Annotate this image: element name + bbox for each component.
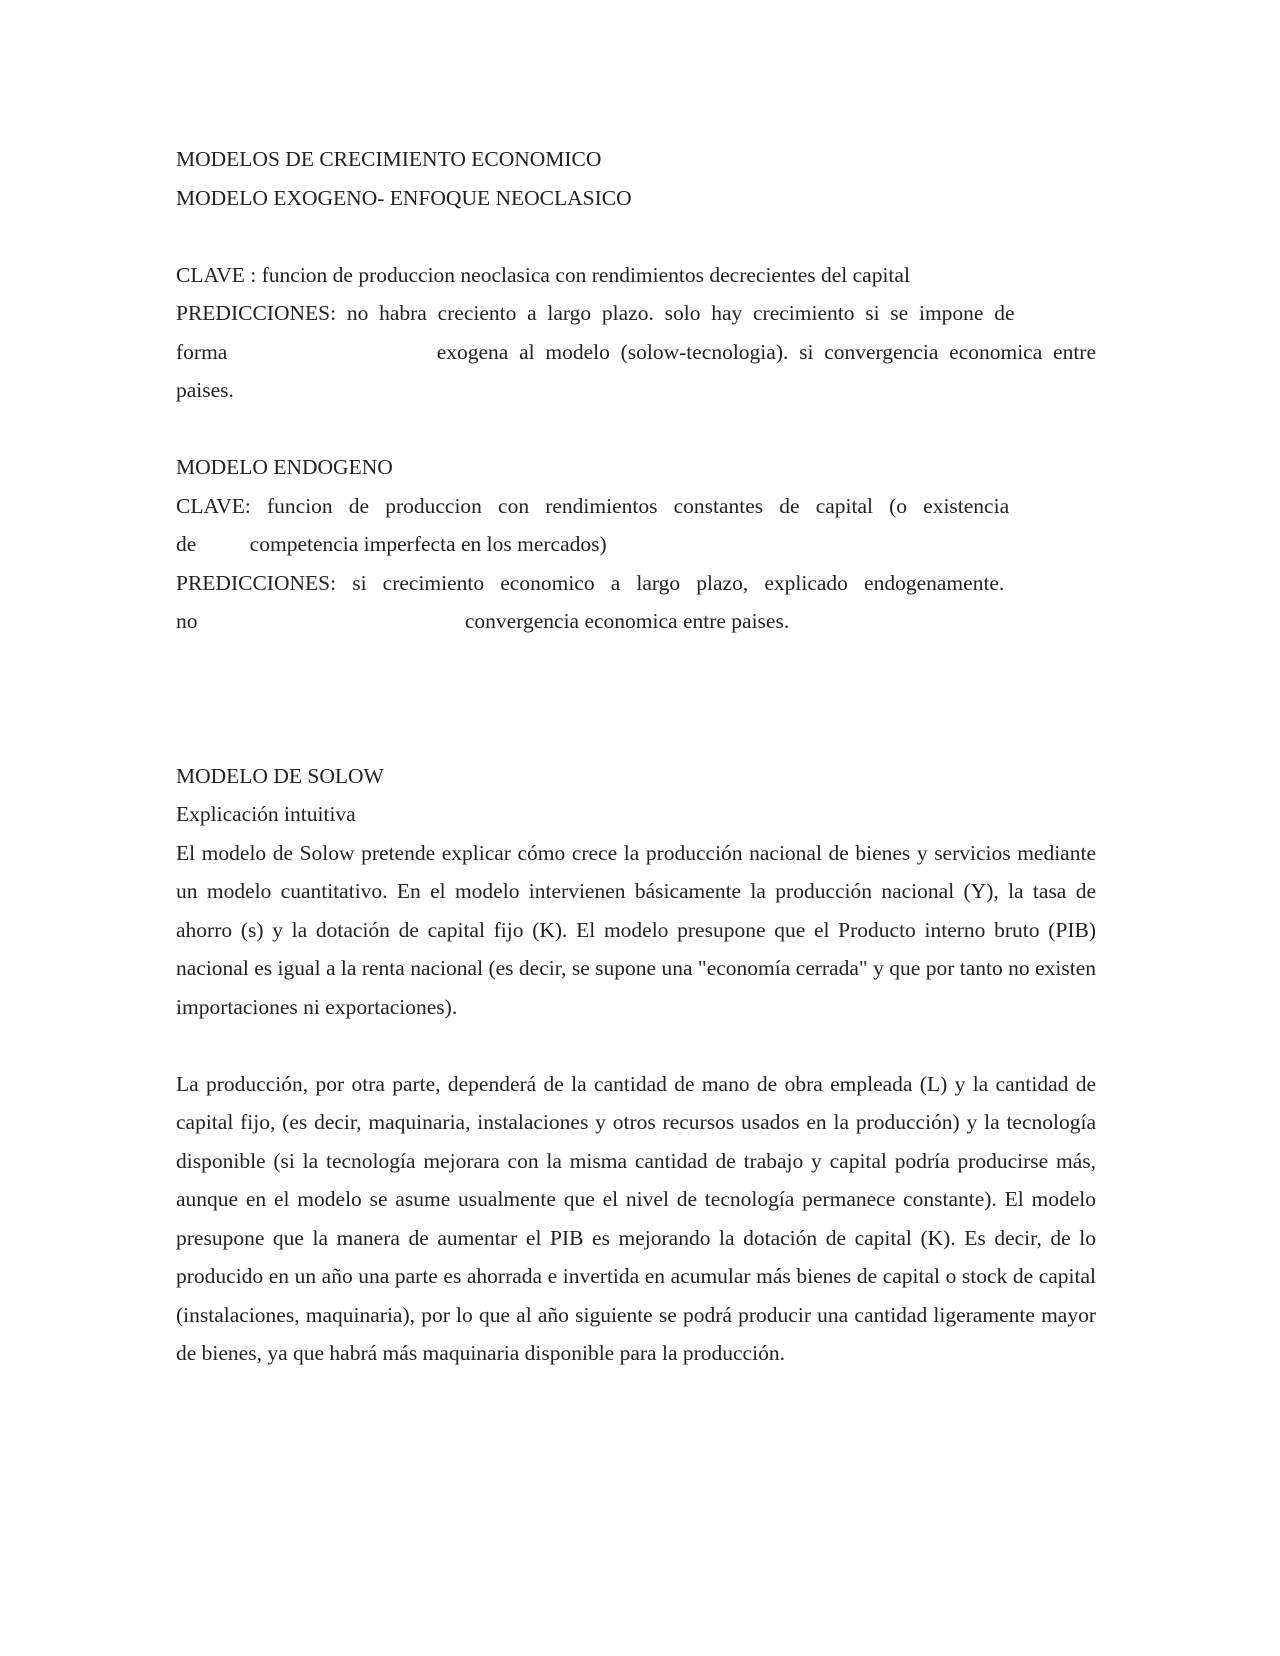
solow-paragraph-1: El modelo de Solow pretende explicar cómo crece la producción nacional de bienes y servicios mediante un modelo cuantitativo. En el modelo intervienen básicamente la producción nacional (Y), la tasa de ahorro (s) y la dotación de capital fijo (K). El modelo presupone que el Producto interno bruto (PIB) nacional es igual a la renta nacional (es decir, se supone una "economía cerrada" y que por tanto no existen importaciones ni exportaciones). [176,840,1096,1019]
spacer [176,217,1096,256]
exogeno-predicciones-line1: PREDICCIONES: no habra creciento a largo plazo. solo hay crecimiento si se impone de [176,301,1015,325]
spacer [176,410,1096,449]
exogeno-predicciones-line3: paises. [176,378,234,402]
endogeno-pred-rest: convergencia economica entre paises. [464,609,790,633]
endogeno-clave-line1: CLAVE: funcion de produccion con rendimientos constantes de capital (o existencia [176,493,1010,518]
exogeno-pred-word-forma: forma [176,339,228,364]
endogeno-clave-line2 [176,525,1096,564]
document-title: MODELOS DE CRECIMIENTO ECONOMICO [176,147,602,171]
endogeno-predicciones-line1: PREDICCIONES: si crecimiento economico a largo plazo, explicado endogenamente. [176,570,1005,595]
exogeno-clave: CLAVE : funcion de produccion neoclasica con rendimientos decrecientes del capital [176,262,910,287]
solow-paragraph-2: La producción, por otra parte, dependerá de la cantidad de mano de obra empleada (L) y la cantidad de capital fijo, (es decir, maquinaria, instalaciones y otros recursos usados en la producción) y la tecnología disponible (si la tecnología mejorara con la misma cantidad de trabajo y capital podría producirse más, aunque en el modelo se asume usualmente que el nivel de tecnología permanece constante). El modelo presupone que la manera de aumentar el PIB es mejorando la dotación de capital (K). Es decir, de lo producido en un año una parte es ahorrada e invertida en acumular más bienes de capital o stock de capital (instalaciones, maquinaria), por lo que al año siguiente se podrá producir una cantidad ligeramente mayor de bienes, ya que habrá más maquinaria disponible para la producción. [176,1071,1096,1365]
section-title-endogeno: MODELO ENDOGENO [176,455,393,479]
exogeno-pred-rest: exogena al modelo (solow-tecnologia). si convergencia economica entre [436,339,1096,364]
spacer [176,1026,1096,1065]
section-subtitle-explicacion: Explicación intuitiva [176,802,356,826]
section-title-exogeno: MODELO EXOGENO- ENFOQUE NEOCLASICO [176,185,632,210]
exogeno-predicciones-line2 [176,333,1096,372]
endogeno-pred-word-no: no [176,609,198,633]
endogeno-clave-word-de: de [176,532,197,556]
endogeno-predicciones-line2 [176,602,1096,641]
document-page [176,140,1096,1373]
section-title-solow: MODELO DE SOLOW [176,763,384,788]
endogeno-clave-rest: competencia imperfecta en los mercados) [249,532,607,556]
spacer [176,641,1096,757]
